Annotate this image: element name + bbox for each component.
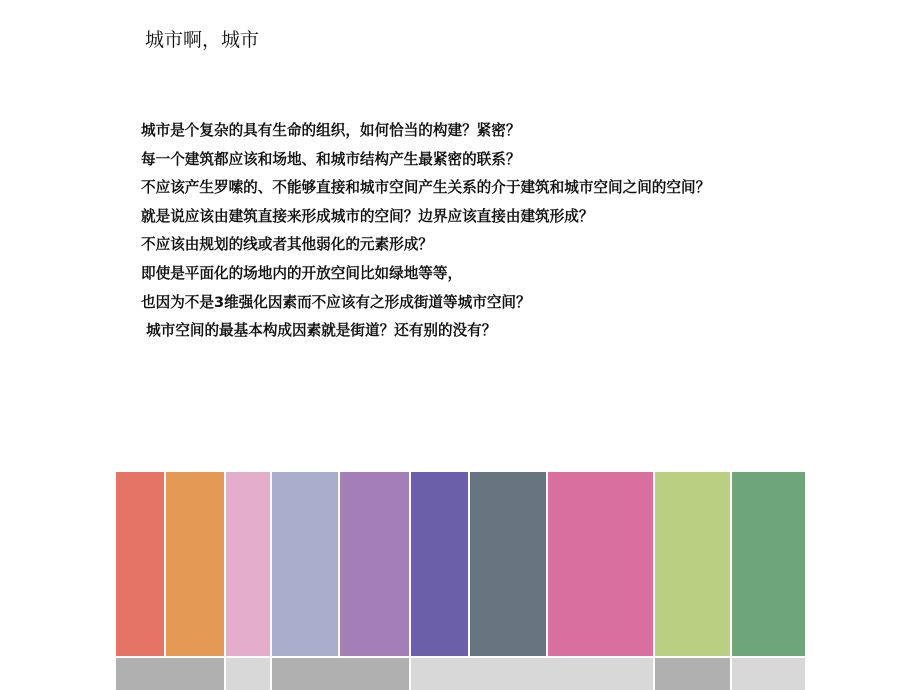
color-swatch bbox=[166, 472, 224, 656]
color-swatch bbox=[411, 472, 468, 656]
gray-tile bbox=[116, 658, 224, 690]
color-swatch bbox=[470, 472, 546, 656]
body-text bbox=[141, 117, 710, 346]
color-swatch bbox=[116, 472, 164, 656]
body-line: 即使是平面化的场地内的开放空间比如绿地等等， bbox=[141, 264, 463, 282]
body-line: 就是说应该由建筑直接来形成城市的空间？边界应该直接由建筑形成？ bbox=[141, 207, 594, 225]
color-swatch bbox=[226, 472, 270, 656]
gray-tile bbox=[655, 658, 730, 690]
page-title: 城市啊，城市 bbox=[145, 29, 260, 51]
body-line: 不应该产生罗嗦的、不能够直接和城市空间产生关系的介于建筑和城市空间之间的空间？ bbox=[141, 179, 711, 197]
gray-tile bbox=[411, 658, 653, 690]
gray-tile bbox=[226, 658, 270, 690]
color-swatch bbox=[340, 472, 409, 656]
body-line: 城市空间的最基本构成因素就是街道？还有别的没有？ bbox=[141, 322, 497, 340]
gray-tile bbox=[272, 658, 409, 690]
body-line: 也因为不是3维强化因素而不应该有之形成街道等城市空间？ bbox=[141, 293, 531, 311]
color-swatch bbox=[548, 472, 653, 656]
body-line: 城市是个复杂的具有生命的组织，如何恰当的构建？紧密？ bbox=[141, 122, 521, 139]
body-line: 不应该由规划的线或者其他弱化的元素形成？ bbox=[141, 236, 433, 254]
gray-tile-strip bbox=[116, 658, 805, 690]
color-swatch bbox=[655, 472, 730, 656]
color-swatch bbox=[272, 472, 338, 656]
body-line: 每一个建筑都应该和场地、和城市结构产生最紧密的联系？ bbox=[141, 150, 521, 168]
color-swatch-strip bbox=[116, 472, 805, 656]
gray-tile bbox=[732, 658, 805, 690]
color-swatch bbox=[732, 472, 805, 656]
